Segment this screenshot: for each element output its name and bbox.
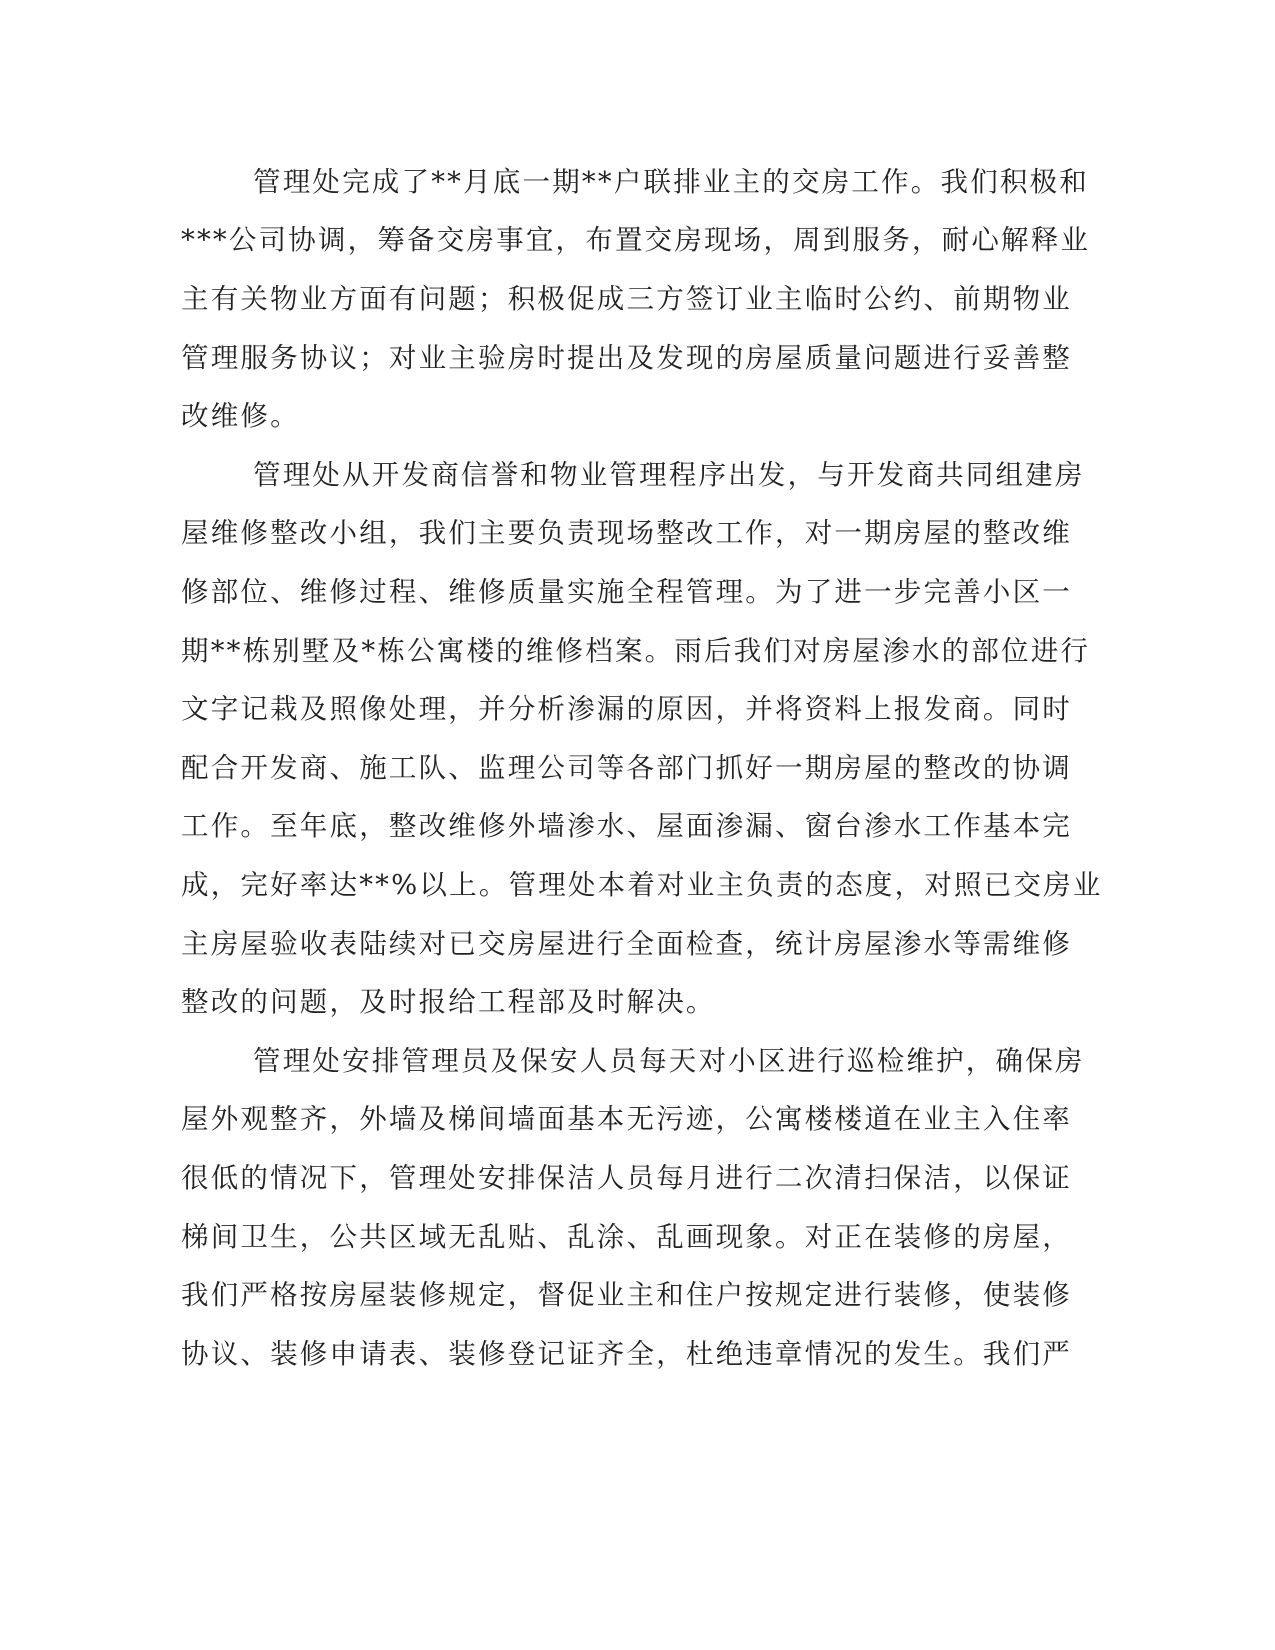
paragraph-1-line-3: 主有关物业方面有问题；积极促成三方签订业主临时公约、前期物业 xyxy=(181,283,1072,315)
paragraph-2-line-2: 屋维修整改小组，我们主要负责现场整改工作，对一期房屋的整改维 xyxy=(181,517,1072,549)
paragraph-1-line-4: 管理服务协议；对业主验房时提出及发现的房屋质量问题进行妥善整 xyxy=(181,342,1072,374)
paragraph-2-line-5: 文字记栽及照像处理，并分析渗漏的原因，并将资料上报发商。同时 xyxy=(181,693,1072,725)
paragraph-2-line-9: 主房屋验收表陆续对已交房屋进行全面检查，统计房屋渗水等需维修 xyxy=(181,928,1072,960)
paragraph-3-line-5: 我们严格按房屋装修规定，督促业主和住户按规定进行装修，使装修 xyxy=(181,1279,1072,1311)
paragraph-2-line-7: 工作。至年底，整改维修外墙渗水、屋面渗漏、窗台渗水工作基本完 xyxy=(181,810,1072,842)
paragraph-2-line-1: 管理处从开发商信誉和物业管理程序出发，与开发商共同组建房 xyxy=(253,459,1085,491)
paragraph-3-line-1: 管理处安排管理员及保安人员每天对小区进行巡检维护，确保房 xyxy=(253,1045,1085,1077)
paragraph-3-line-6: 协议、装修申请表、装修登记证齐全，杜绝违章情况的发生。我们严 xyxy=(181,1338,1072,1370)
paragraph-3-line-3: 很低的情况下，管理处安排保洁人员每月进行二次清扫保洁，以保证 xyxy=(181,1162,1072,1194)
paragraph-2-line-8: 成，完好率达**%以上。管理处本着对业主负责的态度，对照已交房业 xyxy=(181,869,1103,901)
paragraph-1-line-1: 管理处完成了**月底一期**户联排业主的交房工作。我们积极和 xyxy=(253,166,1089,198)
paragraph-3-line-2: 屋外观整齐，外墙及梯间墙面基本无污迹，公寓楼楼道在业主入住率 xyxy=(181,1103,1072,1135)
paragraph-3-line-4: 梯间卫生，公共区域无乱贴、乱涂、乱画现象。对正在装修的房屋， xyxy=(181,1221,1072,1253)
paragraph-1-line-2: ***公司协调，筹备交房事宜，布置交房现场，周到服务，耐心解释业 xyxy=(181,224,1091,256)
paragraph-2-line-6: 配合开发商、施工队、监理公司等各部门抓好一期房屋的整改的协调 xyxy=(181,752,1072,784)
paragraph-2-line-10: 整改的问题，及时报给工程部及时解决。 xyxy=(181,986,716,1018)
paragraph-2-line-4: 期**栋别墅及*栋公寓楼的维修档案。雨后我们对房屋渗水的部位进行 xyxy=(181,635,1091,667)
paragraph-2-line-3: 修部位、维修过程、维修质量实施全程管理。为了进一步完善小区一 xyxy=(181,576,1072,608)
paragraph-1-line-5: 改维修。 xyxy=(181,400,300,432)
